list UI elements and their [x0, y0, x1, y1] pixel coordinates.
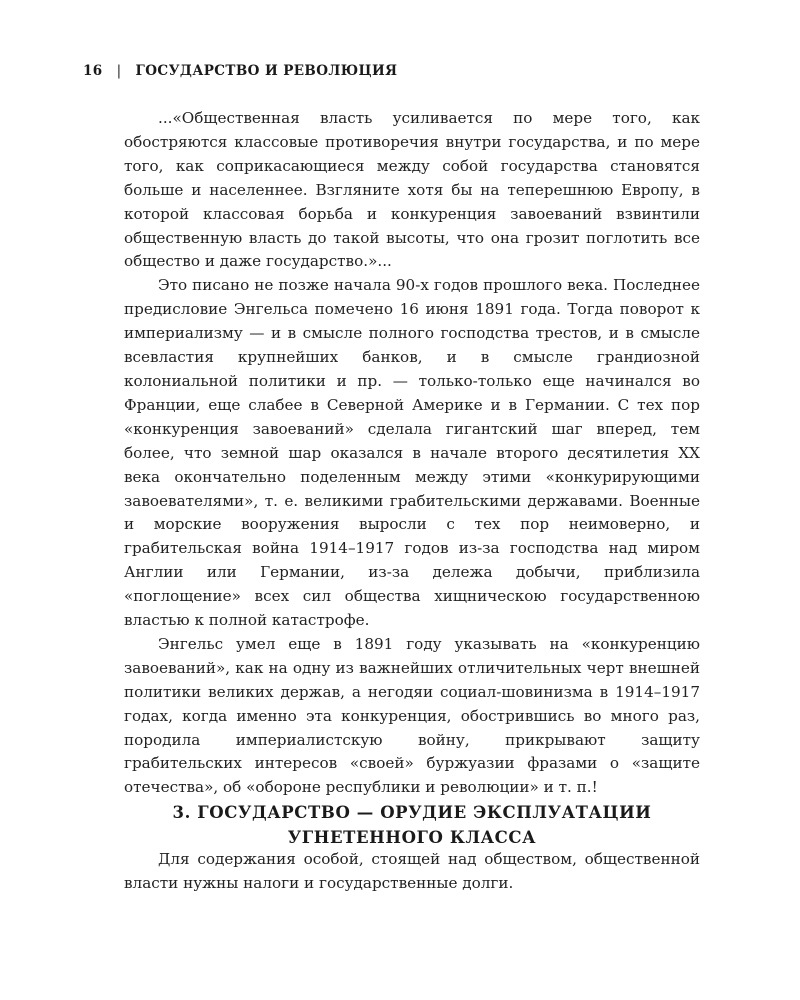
main-text [124, 107, 700, 800]
page-number: 16 [83, 63, 103, 79]
paragraph-quote: ...«Общественная власть усиливается по мере того, как обостряются классовые противоречия внутри государства, и по мере того, как соприкасающиеся между собой государства становятся больше и населеннее. Взгляните хотя бы на теперешнюю Европу, в которой классовая борьба и конкуренция завоеваний взвинтили общественную власть до такой высоты, что она грозит поглотить все общество и даже государство.»... [124, 109, 700, 271]
header-separator: | [116, 63, 122, 79]
paragraph-engels: Энгельс умел еще в 1891 году указывать на «конкуренцию завоеваний», как на одну из важнейших отличительных черт внешней политики великих держав, а негодяи социал-шовинизма в 1914–1917 годах, когда именно эта конкуренция, обострившись во много раз, породила империалистскую войну, прикрывают защиту грабительских интересов «своей» буржуазии фразами о «защите отечества», об «обороне республики и революции» и т. п.! [124, 634, 700, 797]
section-text [124, 848, 700, 896]
paragraph-section-intro: Для содержания особой, стоящей над обществом, общественной власти нужны налоги и государственные долги. [124, 850, 700, 892]
section-heading [124, 800, 700, 850]
section-heading-line-2: УГНЕТЕННОГО КЛАССА [287, 828, 537, 847]
section-heading-line-1: 3. ГОСУДАРСТВО — ОРУДИЕ ЭКСПЛУАТАЦИИ [172, 803, 652, 822]
running-head [83, 63, 397, 79]
book-title: ГОСУДАРСТВО И РЕВОЛЮЦИЯ [135, 63, 398, 79]
paragraph-commentary: Это писано не позже начала 90-х годов прошлого века. Последнее предисловие Энгельса помечено 16 июня 1891 года. Тогда поворот к империализму — и в смысле полного господства трестов, и в смысле всевластия крупнейших банков, и в смысле грандиозной колониальной политики и пр. — только-только еще начинался во Франции, еще слабее в Северной Америке и в Германии. С тех пор «конкуренция завоеваний» сделала гигантский шаг вперед, тем более, что земной шар оказался в начале второго десятилетия XX века окончательно поделенным между этими «конкурирующими завоевателями», т. е. великими грабительскими державами. Военные и морские вооружения выросли с тех пор неимоверно, и грабительская война 1914–1917 годов из-за господства над миром Англии или Германии, из-за дележа добычи, приблизила «поглощение» всех сил общества хищническою государственною властью к полной катастрофе. [124, 276, 700, 630]
